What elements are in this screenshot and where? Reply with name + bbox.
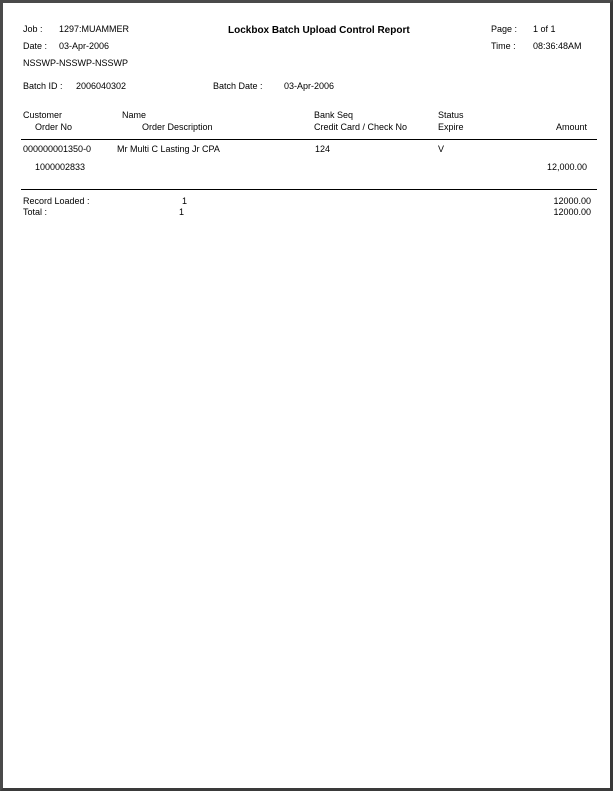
row-amount: 12,000.00: [546, 162, 587, 172]
header-divider: [21, 139, 597, 140]
column-header-customer: Customer: [23, 110, 63, 120]
job-value: 1297:MUAMMER: [59, 24, 130, 34]
batch-id-value: 2006040302: [76, 81, 127, 91]
row-bank-seq: 124: [315, 144, 331, 154]
record-loaded-label: Record Loaded :: [23, 196, 90, 206]
date-label: Date :: [23, 41, 48, 51]
column-header-order-description: Order Description: [142, 122, 213, 132]
record-loaded-amount: 12000.00: [553, 196, 591, 206]
batch-date-value: 03-Apr-2006: [284, 81, 335, 91]
job-label: Job :: [23, 24, 43, 34]
column-header-expire: Expire: [438, 122, 464, 132]
total-amount: 12000.00: [553, 207, 591, 217]
batch-id-label: Batch ID :: [23, 81, 63, 91]
date-value: 03-Apr-2006: [59, 41, 110, 51]
column-header-name: Name: [122, 110, 147, 120]
row-order-no: 1000002833: [35, 162, 86, 172]
total-count: 1: [179, 207, 185, 217]
column-header-credit-card-check-no: Credit Card / Check No: [314, 122, 408, 132]
total-label: Total :: [23, 207, 48, 217]
row-customer: 000000001350-0: [23, 144, 92, 154]
row-name: Mr Multi C Lasting Jr CPA: [117, 144, 220, 154]
column-header-amount: Amount: [555, 122, 587, 132]
report-title: Lockbox Batch Upload Control Report: [228, 25, 410, 36]
column-header-bank-seq: Bank Seq: [314, 110, 354, 120]
row-status: V: [438, 144, 445, 154]
batch-date-label: Batch Date :: [213, 81, 263, 91]
column-header-order-no: Order No: [35, 122, 73, 132]
totals-divider: [21, 189, 597, 190]
page-value: 1 of 1: [533, 24, 556, 34]
entity-code: NSSWP-NSSWP-NSSWP: [23, 58, 129, 68]
page-label: Page :: [491, 24, 518, 34]
record-loaded-count: 1: [182, 196, 188, 206]
time-value: 08:36:48AM: [533, 41, 582, 51]
time-label: Time :: [491, 41, 516, 51]
column-header-status: Status: [438, 110, 464, 120]
